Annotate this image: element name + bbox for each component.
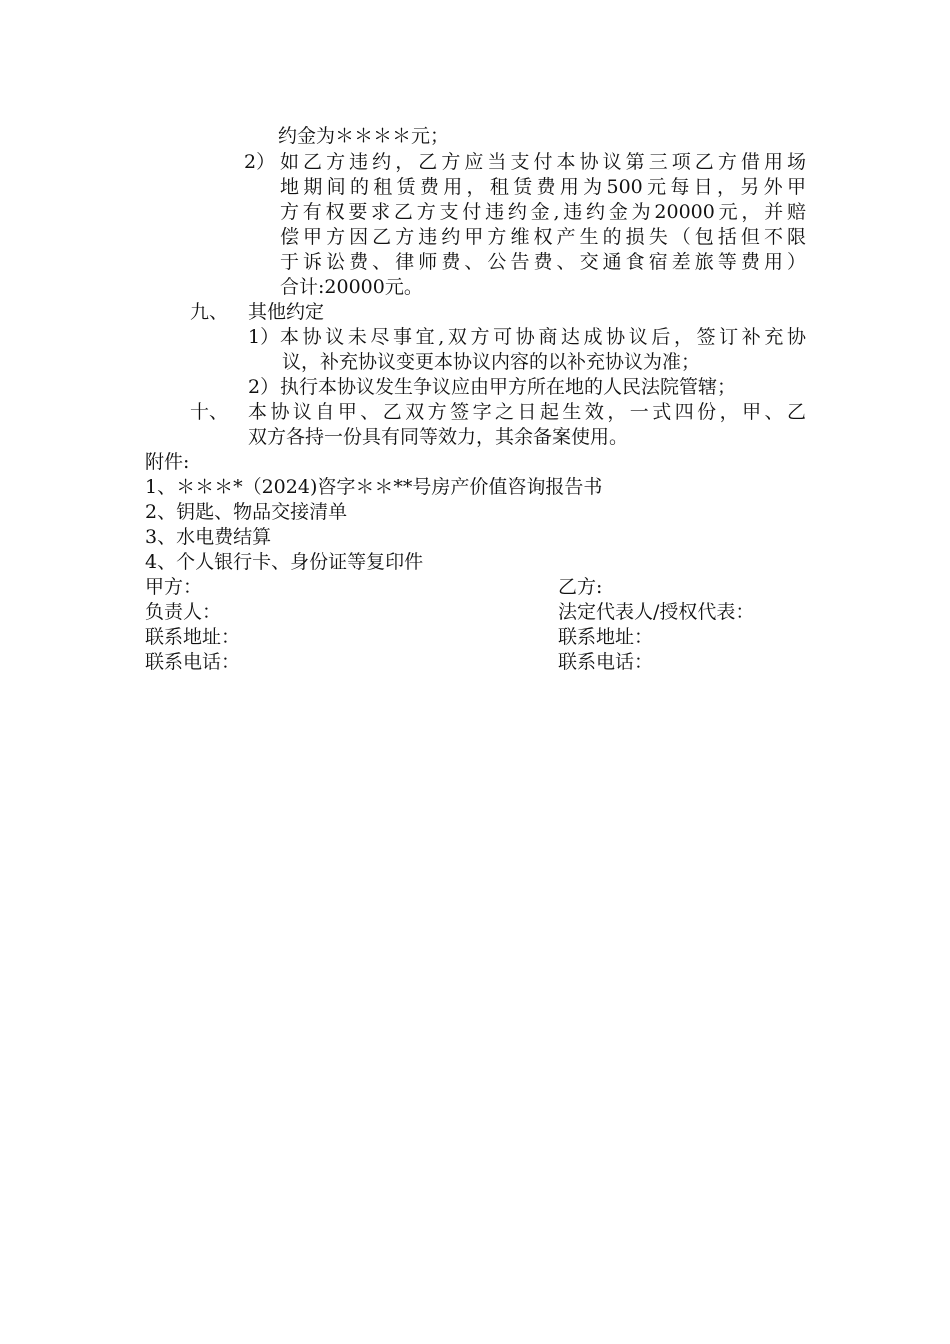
clause9-item1-line-1: 本协议未尽事宜,双方可协商达成协议后，签订补充协 [280,326,806,348]
clause10-line-2: 双方各持一份具有同等效力，其余备案使用。 [248,426,629,448]
clause9-title: 其他约定 [248,301,325,323]
attachments-heading: 附件: [145,451,190,473]
clause9-item2-text: 执行本协议发生争议应由甲方所在地的人民法院管辖； [280,376,737,398]
attachment-item: 1、＊＊＊*（2024)咨字＊＊**号房产价值咨询报告书 [145,476,603,498]
clause8-item2-line-1: 如乙方违约，乙方应当支付本协议第三项乙方借用场 [280,151,806,173]
party-b-legal-representative-label: 法定代表人/授权代表： [558,601,755,623]
clause9-number: 九、 [190,301,229,323]
party-a-address-label: 联系地址： [145,626,241,648]
party-a-phone-label: 联系电话： [145,651,241,673]
clause8-item2-line-4: 偿甲方因乙方违约甲方维权产生的损失（包括但不限 [280,226,806,248]
clause8-item2-line-2: 地期间的租赁费用，租赁费用为500元每日，另外甲 [280,176,806,198]
party-b-label: 乙方: [558,576,603,598]
clause8-item2-line-5: 于诉讼费、律师费、公告费、交通食宿差旅等费用） [280,251,806,273]
party-a-label: 甲方： [145,576,203,598]
clause9-item1-number: 1） [248,326,280,348]
clause8-item2-number: 2） [244,151,276,173]
party-a-responsible-person-label: 负责人： [145,601,222,623]
clause9-item2-number: 2） [248,376,280,398]
attachment-item: 3、水电费结算 [145,526,272,548]
clause8-item2-line-3: 方有权要求乙方支付违约金,违约金为20000元，并赔 [280,201,806,223]
party-b-address-label: 联系地址： [558,626,654,648]
attachment-item: 4、个人银行卡、身份证等复印件 [145,551,424,573]
attachment-item: 2、钥匙、物品交接清单 [145,501,348,523]
clause10-number: 十、 [190,401,229,423]
clause8-continuation-line: 约金为＊＊＊＊元； [278,125,450,147]
clause8-item2-line-6: 合计:20000元。 [280,276,423,298]
party-b-phone-label: 联系电话： [558,651,654,673]
clause9-item1-line-2: 议，补充协议变更本协议内容的以补充协议为准； [282,351,701,373]
clause10-line-1: 本协议自甲、乙双方签字之日起生效，一式四份，甲、乙 [248,401,806,423]
